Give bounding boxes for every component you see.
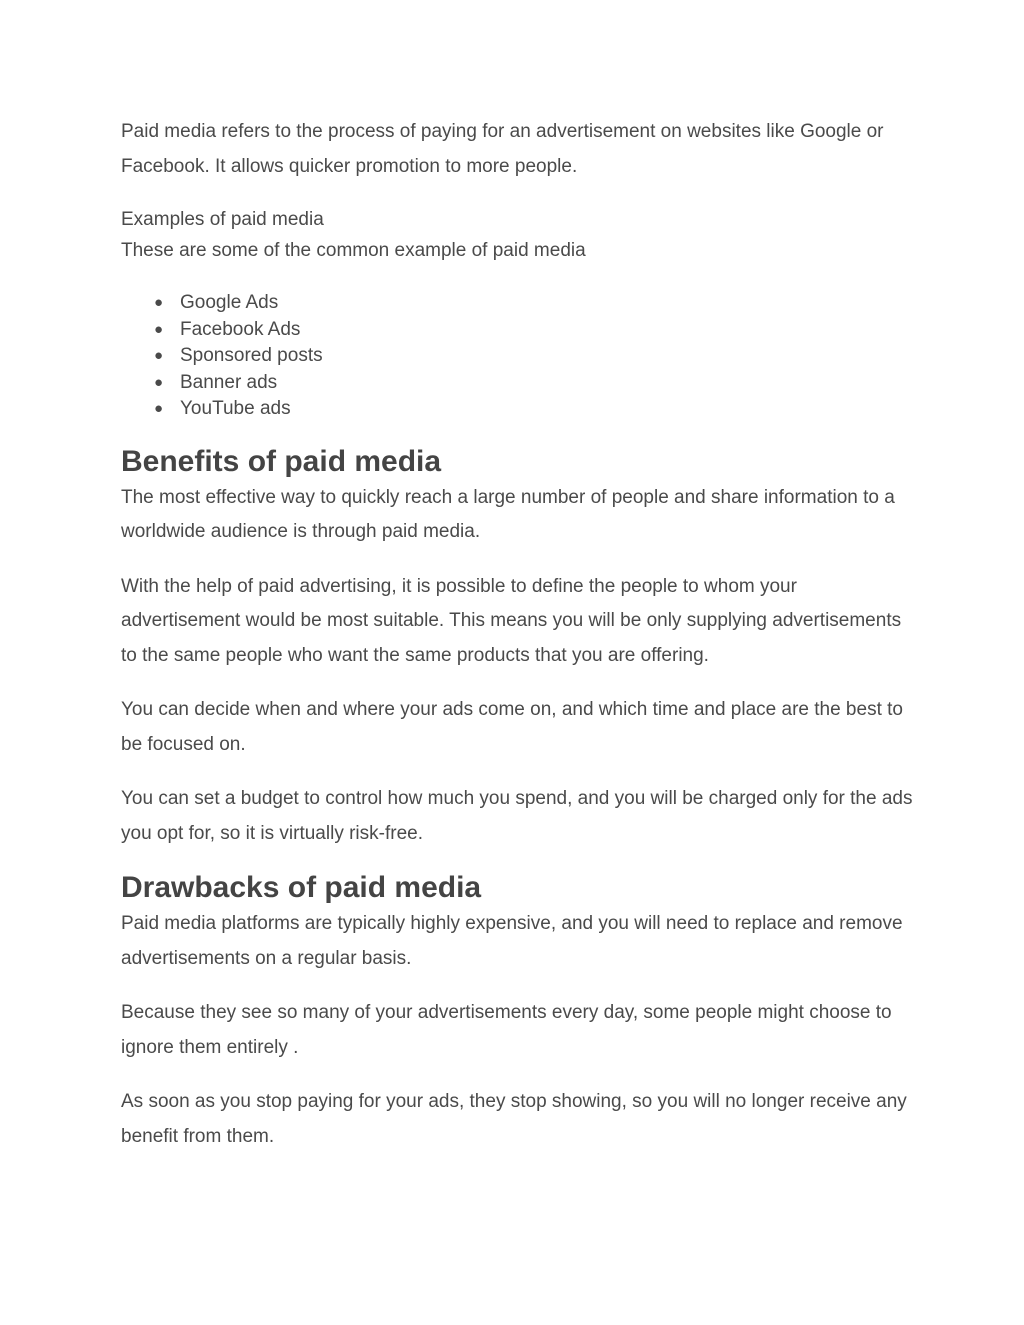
examples-title: Examples of paid media — [121, 209, 324, 230]
list-item — [121, 396, 921, 423]
bullet-icon: ● — [154, 320, 164, 338]
benefits-paragraph: You can set a budget to control how much you spend, and you will be charged only for the ads you opt for, so it is virtually risk-free. — [121, 788, 913, 844]
list-item — [121, 370, 921, 397]
document-page — [121, 115, 921, 1154]
bullet-icon: ● — [154, 373, 164, 391]
list-item-label: Google Ads — [180, 292, 279, 313]
list-item — [121, 290, 921, 317]
list-item-label: YouTube ads — [180, 398, 291, 419]
benefits-paragraph: With the help of paid advertising, it is possible to define the people to whom your advertisement would be most suitable. This means you will be only supplying advertisements to the same people who want the same products that you are offering. — [121, 575, 902, 666]
drawbacks-heading: Drawbacks of paid media — [121, 871, 482, 904]
examples-list — [121, 290, 921, 423]
list-item — [121, 343, 921, 370]
list-item — [121, 317, 921, 344]
benefits-paragraph: You can decide when and where your ads come on, and which time and place are the best to be focused on. — [121, 699, 903, 755]
examples-subtitle: These are some of the common example of paid media — [121, 240, 586, 261]
drawbacks-paragraph: Paid media platforms are typically highly expensive, and you will need to replace and remove advertisements on a regular basis. — [121, 913, 903, 969]
drawbacks-paragraph: As soon as you stop paying for your ads, they stop showing, so you will no longer receive any benefit from them. — [121, 1091, 907, 1147]
bullet-icon: ● — [154, 347, 164, 364]
list-item-label: Facebook Ads — [180, 318, 301, 340]
list-item-label: Banner ads — [180, 371, 278, 393]
bullet-icon: ● — [154, 294, 164, 311]
drawbacks-paragraph: Because they see so many of your advertisements every day, some people might choose to ignore them entirely . — [121, 1002, 892, 1058]
benefits-heading: Benefits of paid media — [121, 444, 442, 478]
bullet-icon: ● — [154, 400, 164, 417]
intro-paragraph: Paid media refers to the process of paying for an advertisement on websites like Google or Facebook. It allows quicker promotion to more people. — [121, 121, 884, 177]
benefits-paragraph: The most effective way to quickly reach a large number of people and share information to a worldwide audience is through paid media. — [121, 486, 895, 542]
list-item-label: Sponsored posts — [180, 345, 323, 366]
